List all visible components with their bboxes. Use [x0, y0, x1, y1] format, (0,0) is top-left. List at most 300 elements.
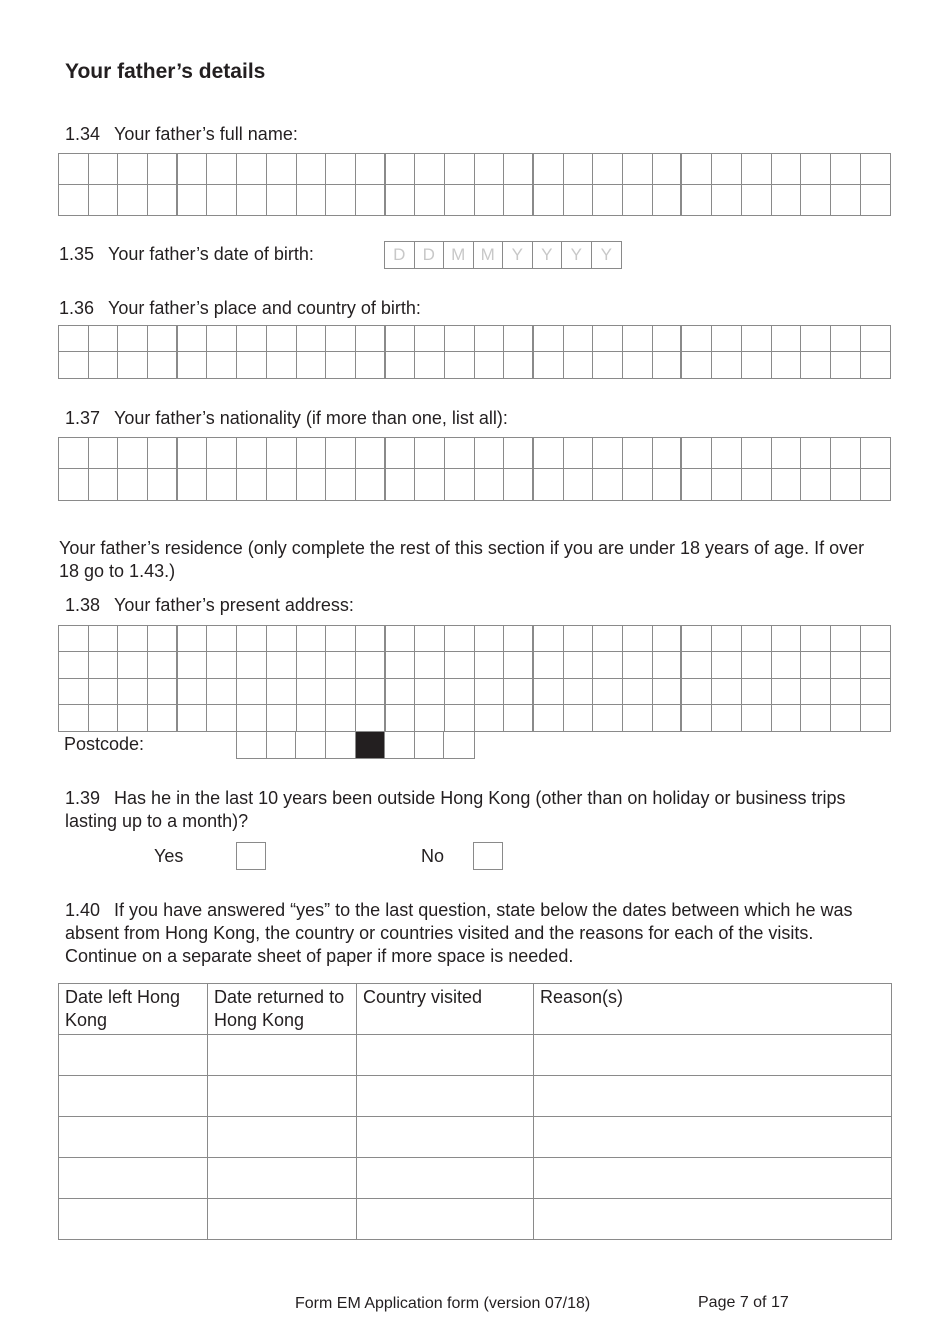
char-box[interactable]: [326, 185, 356, 216]
char-box[interactable]: [623, 705, 653, 731]
char-box[interactable]: [207, 626, 237, 652]
char-box[interactable]: [861, 469, 891, 500]
char-box[interactable]: [682, 626, 712, 652]
char-box[interactable]: [504, 185, 534, 216]
char-box[interactable]: [207, 705, 237, 731]
dob-year-2[interactable]: Y: [533, 242, 563, 268]
char-box[interactable]: [148, 326, 178, 352]
postcode-cell[interactable]: [385, 732, 415, 758]
char-box[interactable]: [356, 326, 386, 352]
char-box[interactable]: [237, 438, 267, 469]
char-box[interactable]: [445, 679, 475, 705]
char-box[interactable]: [326, 469, 356, 500]
dob-day-1[interactable]: D: [385, 242, 415, 268]
char-box[interactable]: [742, 679, 772, 705]
char-box[interactable]: [564, 352, 594, 378]
char-box[interactable]: [712, 705, 742, 731]
char-box[interactable]: [593, 679, 623, 705]
char-box[interactable]: [623, 185, 653, 216]
char-box[interactable]: [445, 185, 475, 216]
char-box[interactable]: [178, 326, 208, 352]
char-box[interactable]: [267, 185, 297, 216]
postcode-cell[interactable]: [237, 732, 267, 758]
char-box[interactable]: [504, 326, 534, 352]
char-box[interactable]: [504, 438, 534, 469]
char-box[interactable]: [326, 438, 356, 469]
char-box[interactable]: [89, 679, 119, 705]
char-box[interactable]: [89, 705, 119, 731]
char-box[interactable]: [297, 438, 327, 469]
char-box[interactable]: [623, 438, 653, 469]
char-box[interactable]: [89, 438, 119, 469]
char-box[interactable]: [297, 185, 327, 216]
char-box[interactable]: [415, 705, 445, 731]
char-box[interactable]: [118, 326, 148, 352]
char-box[interactable]: [564, 326, 594, 352]
char-box[interactable]: [801, 154, 831, 185]
char-box[interactable]: [475, 326, 505, 352]
char-box[interactable]: [742, 154, 772, 185]
date-left-cell[interactable]: [59, 1117, 208, 1158]
char-box[interactable]: [237, 154, 267, 185]
char-box[interactable]: [178, 705, 208, 731]
char-box[interactable]: [178, 469, 208, 500]
char-box[interactable]: [386, 438, 416, 469]
char-box[interactable]: [356, 652, 386, 678]
char-box[interactable]: [118, 438, 148, 469]
char-box[interactable]: [178, 652, 208, 678]
char-box[interactable]: [356, 705, 386, 731]
char-box[interactable]: [475, 679, 505, 705]
char-box[interactable]: [148, 679, 178, 705]
char-box[interactable]: [415, 679, 445, 705]
char-box[interactable]: [593, 154, 623, 185]
reason-cell[interactable]: [534, 1158, 892, 1199]
char-box[interactable]: [445, 705, 475, 731]
char-box[interactable]: [326, 705, 356, 731]
country-cell[interactable]: [357, 1117, 534, 1158]
char-box[interactable]: [772, 326, 802, 352]
postcode-cell[interactable]: [326, 732, 356, 758]
char-box[interactable]: [297, 705, 327, 731]
char-box[interactable]: [59, 469, 89, 500]
char-box[interactable]: [772, 438, 802, 469]
char-box[interactable]: [148, 705, 178, 731]
char-box[interactable]: [475, 185, 505, 216]
dob-month-1[interactable]: M: [444, 242, 474, 268]
char-box[interactable]: [237, 469, 267, 500]
char-box[interactable]: [59, 438, 89, 469]
father-birthplace-grid[interactable]: [58, 325, 891, 379]
reason-cell[interactable]: [534, 1035, 892, 1076]
char-box[interactable]: [445, 469, 475, 500]
char-box[interactable]: [475, 652, 505, 678]
char-box[interactable]: [772, 154, 802, 185]
char-box[interactable]: [801, 326, 831, 352]
char-box[interactable]: [118, 352, 148, 378]
char-box[interactable]: [475, 626, 505, 652]
char-box[interactable]: [415, 154, 445, 185]
char-box[interactable]: [207, 185, 237, 216]
char-box[interactable]: [237, 352, 267, 378]
char-box[interactable]: [534, 326, 564, 352]
char-box[interactable]: [118, 705, 148, 731]
char-box[interactable]: [89, 469, 119, 500]
char-box[interactable]: [148, 185, 178, 216]
char-box[interactable]: [653, 352, 683, 378]
char-box[interactable]: [237, 626, 267, 652]
char-box[interactable]: [386, 705, 416, 731]
char-box[interactable]: [712, 438, 742, 469]
char-box[interactable]: [801, 652, 831, 678]
char-box[interactable]: [653, 185, 683, 216]
char-box[interactable]: [118, 154, 148, 185]
father-address-grid[interactable]: [58, 625, 891, 732]
char-box[interactable]: [682, 154, 712, 185]
char-box[interactable]: [386, 185, 416, 216]
char-box[interactable]: [415, 626, 445, 652]
char-box[interactable]: [712, 652, 742, 678]
char-box[interactable]: [593, 469, 623, 500]
father-dob-field[interactable]: [384, 241, 622, 269]
char-box[interactable]: [59, 705, 89, 731]
char-box[interactable]: [772, 652, 802, 678]
country-cell[interactable]: [357, 1035, 534, 1076]
char-box[interactable]: [415, 326, 445, 352]
char-box[interactable]: [356, 469, 386, 500]
postcode-cell[interactable]: [267, 732, 297, 758]
char-box[interactable]: [534, 469, 564, 500]
char-box[interactable]: [118, 652, 148, 678]
char-box[interactable]: [297, 652, 327, 678]
char-box[interactable]: [356, 185, 386, 216]
char-box[interactable]: [861, 652, 891, 678]
char-box[interactable]: [593, 705, 623, 731]
char-box[interactable]: [534, 679, 564, 705]
char-box[interactable]: [564, 705, 594, 731]
char-box[interactable]: [623, 626, 653, 652]
char-box[interactable]: [118, 679, 148, 705]
date-returned-cell[interactable]: [208, 1076, 357, 1117]
char-box[interactable]: [742, 326, 772, 352]
char-box[interactable]: [386, 679, 416, 705]
char-box[interactable]: [475, 154, 505, 185]
char-box[interactable]: [207, 469, 237, 500]
char-box[interactable]: [564, 679, 594, 705]
char-box[interactable]: [682, 679, 712, 705]
char-box[interactable]: [831, 652, 861, 678]
char-box[interactable]: [148, 438, 178, 469]
char-box[interactable]: [89, 154, 119, 185]
char-box[interactable]: [415, 652, 445, 678]
date-left-cell[interactable]: [59, 1035, 208, 1076]
char-box[interactable]: [59, 679, 89, 705]
char-box[interactable]: [237, 185, 267, 216]
char-box[interactable]: [475, 469, 505, 500]
char-box[interactable]: [89, 352, 119, 378]
char-box[interactable]: [415, 352, 445, 378]
char-box[interactable]: [564, 469, 594, 500]
char-box[interactable]: [59, 326, 89, 352]
char-box[interactable]: [653, 469, 683, 500]
char-box[interactable]: [742, 626, 772, 652]
char-box[interactable]: [801, 469, 831, 500]
char-box[interactable]: [267, 652, 297, 678]
char-box[interactable]: [504, 626, 534, 652]
reason-cell[interactable]: [534, 1117, 892, 1158]
char-box[interactable]: [712, 185, 742, 216]
char-box[interactable]: [148, 626, 178, 652]
char-box[interactable]: [712, 154, 742, 185]
date-returned-cell[interactable]: [208, 1117, 357, 1158]
char-box[interactable]: [564, 438, 594, 469]
char-box[interactable]: [712, 679, 742, 705]
char-box[interactable]: [742, 705, 772, 731]
char-box[interactable]: [534, 626, 564, 652]
char-box[interactable]: [742, 438, 772, 469]
country-cell[interactable]: [357, 1158, 534, 1199]
char-box[interactable]: [593, 652, 623, 678]
char-box[interactable]: [534, 652, 564, 678]
char-box[interactable]: [712, 469, 742, 500]
char-box[interactable]: [386, 326, 416, 352]
char-box[interactable]: [178, 626, 208, 652]
char-box[interactable]: [593, 185, 623, 216]
char-box[interactable]: [178, 185, 208, 216]
country-cell[interactable]: [357, 1199, 534, 1240]
char-box[interactable]: [297, 626, 327, 652]
char-box[interactable]: [564, 626, 594, 652]
char-box[interactable]: [178, 352, 208, 378]
date-left-cell[interactable]: [59, 1199, 208, 1240]
char-box[interactable]: [801, 679, 831, 705]
char-box[interactable]: [445, 626, 475, 652]
char-box[interactable]: [801, 438, 831, 469]
char-box[interactable]: [89, 626, 119, 652]
char-box[interactable]: [712, 352, 742, 378]
postcode-cell[interactable]: [296, 732, 326, 758]
char-box[interactable]: [118, 626, 148, 652]
char-box[interactable]: [772, 679, 802, 705]
postcode-cell[interactable]: [415, 732, 445, 758]
char-box[interactable]: [148, 154, 178, 185]
char-box[interactable]: [593, 326, 623, 352]
dob-day-2[interactable]: D: [415, 242, 445, 268]
char-box[interactable]: [386, 652, 416, 678]
reason-cell[interactable]: [534, 1199, 892, 1240]
char-box[interactable]: [89, 326, 119, 352]
char-box[interactable]: [267, 438, 297, 469]
country-cell[interactable]: [357, 1076, 534, 1117]
char-box[interactable]: [682, 705, 712, 731]
char-box[interactable]: [267, 679, 297, 705]
char-box[interactable]: [386, 154, 416, 185]
char-box[interactable]: [326, 679, 356, 705]
postcode-cell[interactable]: [444, 732, 474, 758]
char-box[interactable]: [445, 352, 475, 378]
char-box[interactable]: [118, 185, 148, 216]
char-box[interactable]: [593, 626, 623, 652]
char-box[interactable]: [267, 626, 297, 652]
char-box[interactable]: [682, 652, 712, 678]
char-box[interactable]: [207, 652, 237, 678]
char-box[interactable]: [653, 326, 683, 352]
char-box[interactable]: [564, 154, 594, 185]
char-box[interactable]: [861, 626, 891, 652]
char-box[interactable]: [475, 705, 505, 731]
char-box[interactable]: [356, 679, 386, 705]
char-box[interactable]: [445, 652, 475, 678]
char-box[interactable]: [504, 705, 534, 731]
char-box[interactable]: [148, 652, 178, 678]
father-nationality-grid[interactable]: [58, 437, 891, 501]
char-box[interactable]: [653, 679, 683, 705]
char-box[interactable]: [831, 679, 861, 705]
char-box[interactable]: [801, 626, 831, 652]
dob-year-3[interactable]: Y: [562, 242, 592, 268]
char-box[interactable]: [59, 185, 89, 216]
char-box[interactable]: [237, 652, 267, 678]
char-box[interactable]: [267, 352, 297, 378]
char-box[interactable]: [237, 679, 267, 705]
char-box[interactable]: [831, 154, 861, 185]
char-box[interactable]: [297, 469, 327, 500]
char-box[interactable]: [475, 352, 505, 378]
char-box[interactable]: [831, 438, 861, 469]
dob-year-1[interactable]: Y: [503, 242, 533, 268]
date-left-cell[interactable]: [59, 1076, 208, 1117]
char-box[interactable]: [356, 438, 386, 469]
char-box[interactable]: [861, 326, 891, 352]
char-box[interactable]: [831, 705, 861, 731]
char-box[interactable]: [326, 652, 356, 678]
char-box[interactable]: [623, 652, 653, 678]
postcode-field[interactable]: [236, 731, 475, 759]
char-box[interactable]: [504, 352, 534, 378]
date-returned-cell[interactable]: [208, 1035, 357, 1076]
char-box[interactable]: [59, 626, 89, 652]
char-box[interactable]: [267, 469, 297, 500]
char-box[interactable]: [534, 705, 564, 731]
char-box[interactable]: [326, 352, 356, 378]
char-box[interactable]: [445, 438, 475, 469]
char-box[interactable]: [267, 326, 297, 352]
char-box[interactable]: [712, 326, 742, 352]
char-box[interactable]: [623, 679, 653, 705]
father-full-name-grid[interactable]: [58, 153, 891, 216]
char-box[interactable]: [386, 469, 416, 500]
char-box[interactable]: [415, 469, 445, 500]
char-box[interactable]: [59, 652, 89, 678]
char-box[interactable]: [623, 469, 653, 500]
char-box[interactable]: [653, 438, 683, 469]
char-box[interactable]: [623, 352, 653, 378]
char-box[interactable]: [564, 652, 594, 678]
char-box[interactable]: [742, 469, 772, 500]
char-box[interactable]: [742, 652, 772, 678]
char-box[interactable]: [682, 438, 712, 469]
char-box[interactable]: [742, 352, 772, 378]
char-box[interactable]: [207, 679, 237, 705]
reason-cell[interactable]: [534, 1076, 892, 1117]
date-returned-cell[interactable]: [208, 1199, 357, 1240]
char-box[interactable]: [861, 705, 891, 731]
char-box[interactable]: [593, 352, 623, 378]
char-box[interactable]: [326, 626, 356, 652]
char-box[interactable]: [861, 438, 891, 469]
char-box[interactable]: [534, 438, 564, 469]
char-box[interactable]: [297, 154, 327, 185]
char-box[interactable]: [861, 679, 891, 705]
char-box[interactable]: [445, 326, 475, 352]
char-box[interactable]: [59, 154, 89, 185]
char-box[interactable]: [682, 352, 712, 378]
char-box[interactable]: [534, 154, 564, 185]
char-box[interactable]: [653, 626, 683, 652]
char-box[interactable]: [59, 352, 89, 378]
char-box[interactable]: [861, 352, 891, 378]
dob-month-2[interactable]: M: [474, 242, 504, 268]
date-left-cell[interactable]: [59, 1158, 208, 1199]
char-box[interactable]: [297, 352, 327, 378]
char-box[interactable]: [653, 154, 683, 185]
char-box[interactable]: [504, 652, 534, 678]
char-box[interactable]: [831, 626, 861, 652]
char-box[interactable]: [772, 705, 802, 731]
char-box[interactable]: [178, 154, 208, 185]
char-box[interactable]: [831, 326, 861, 352]
char-box[interactable]: [326, 154, 356, 185]
dob-year-4[interactable]: Y: [600, 245, 612, 264]
char-box[interactable]: [237, 705, 267, 731]
char-box[interactable]: [89, 652, 119, 678]
char-box[interactable]: [504, 154, 534, 185]
char-box[interactable]: [564, 185, 594, 216]
char-box[interactable]: [534, 185, 564, 216]
yes-checkbox[interactable]: [236, 842, 266, 870]
char-box[interactable]: [386, 626, 416, 652]
char-box[interactable]: [772, 185, 802, 216]
char-box[interactable]: [178, 679, 208, 705]
char-box[interactable]: [326, 326, 356, 352]
char-box[interactable]: [801, 705, 831, 731]
date-returned-cell[interactable]: [208, 1158, 357, 1199]
char-box[interactable]: [682, 326, 712, 352]
char-box[interactable]: [445, 154, 475, 185]
char-box[interactable]: [653, 705, 683, 731]
char-box[interactable]: [682, 469, 712, 500]
char-box[interactable]: [772, 352, 802, 378]
char-box[interactable]: [267, 154, 297, 185]
char-box[interactable]: [623, 154, 653, 185]
no-checkbox[interactable]: [473, 842, 503, 870]
char-box[interactable]: [118, 469, 148, 500]
char-box[interactable]: [593, 438, 623, 469]
char-box[interactable]: [148, 352, 178, 378]
char-box[interactable]: [831, 469, 861, 500]
char-box[interactable]: [623, 326, 653, 352]
char-box[interactable]: [237, 326, 267, 352]
char-box[interactable]: [207, 154, 237, 185]
char-box[interactable]: [207, 438, 237, 469]
char-box[interactable]: [356, 626, 386, 652]
char-box[interactable]: [861, 154, 891, 185]
char-box[interactable]: [356, 154, 386, 185]
char-box[interactable]: [861, 185, 891, 216]
char-box[interactable]: [682, 185, 712, 216]
char-box[interactable]: [712, 626, 742, 652]
char-box[interactable]: [831, 185, 861, 216]
